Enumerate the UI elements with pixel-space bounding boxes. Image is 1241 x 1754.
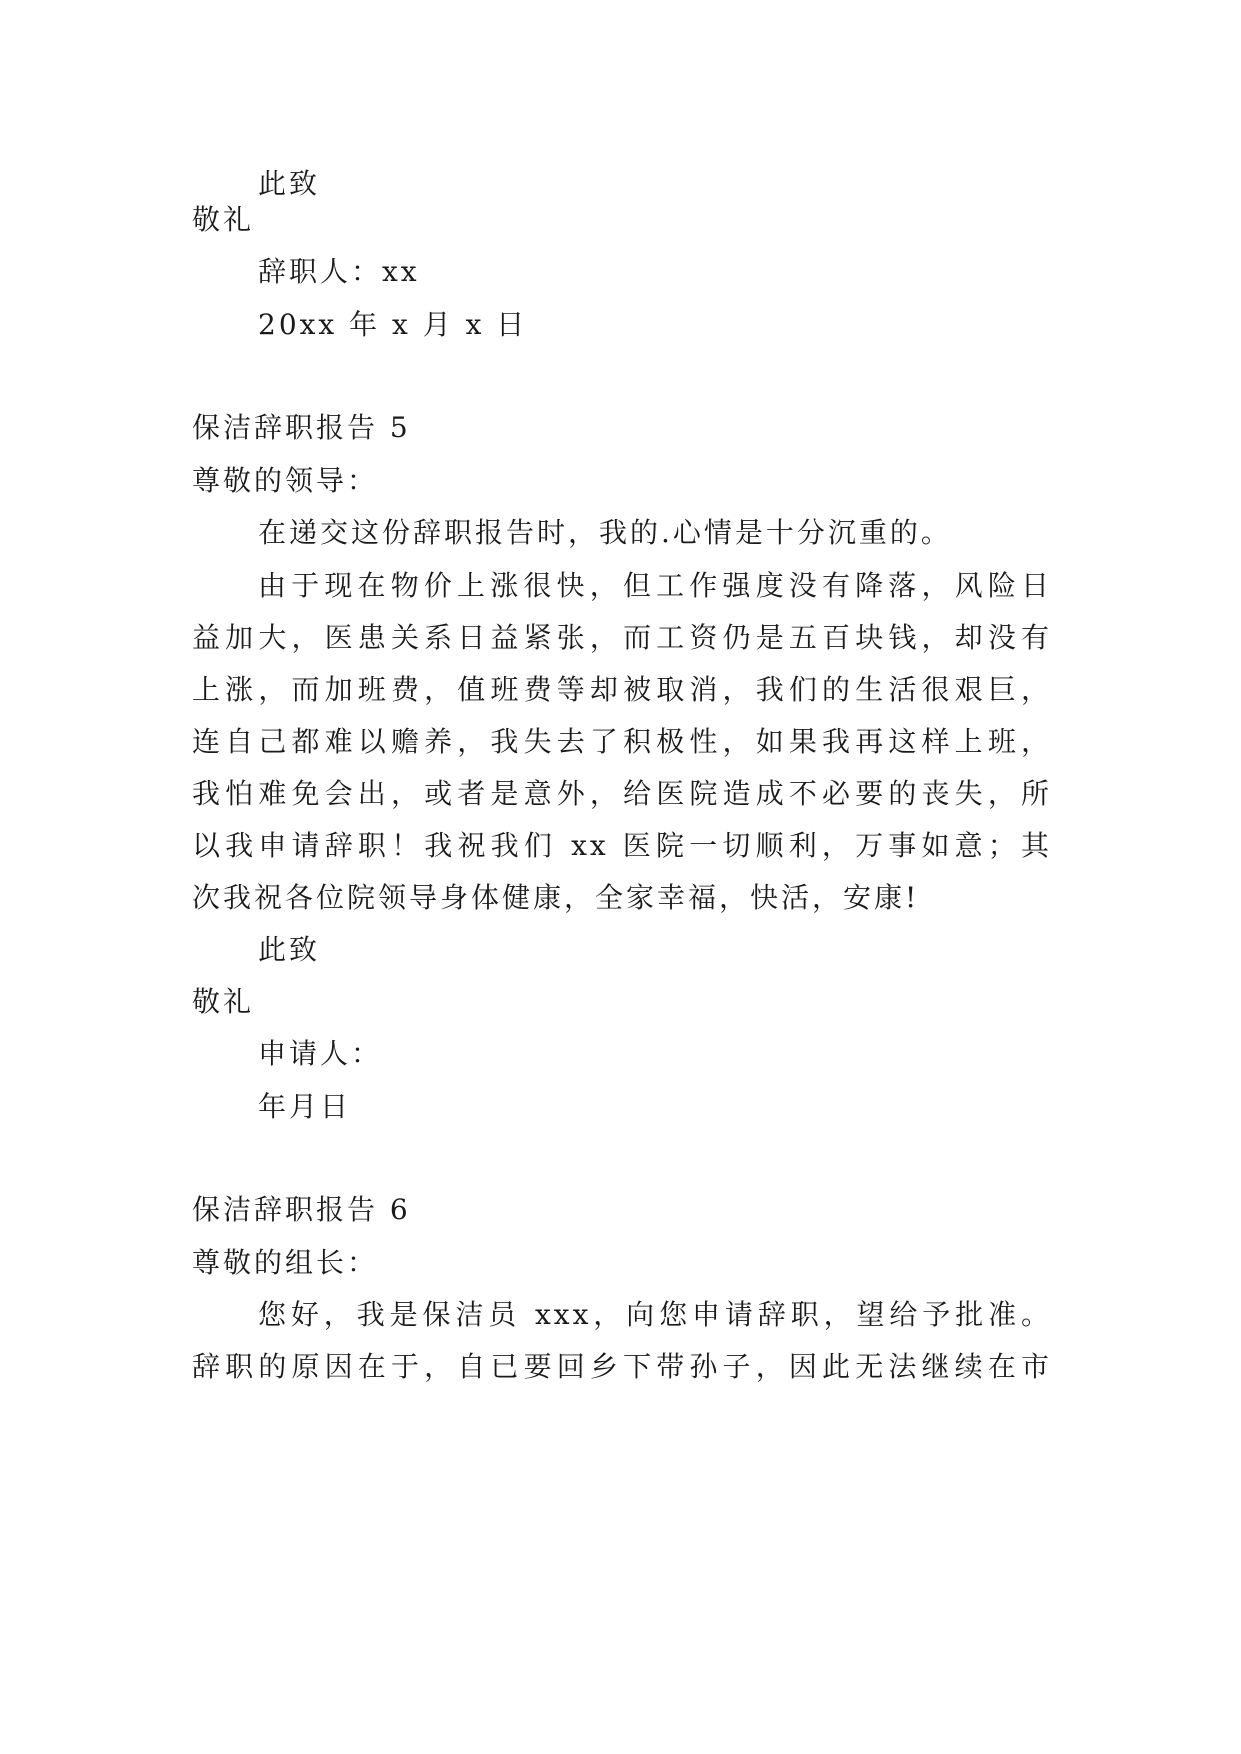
paragraph-line: 上涨，而加班费，值班费等却被取消，我们的生活很艰巨， — [192, 673, 1052, 706]
closing-phrase: 此致 — [258, 933, 321, 966]
greeting: 尊敬的组长： — [192, 1246, 379, 1279]
regards: 敬礼 — [192, 203, 255, 236]
paragraph-line: 次我祝各位院领导身体健康，全家幸福，快活，安康! — [192, 881, 920, 914]
paragraph-line: 辞职的原因在于，自已要回乡下带孙子，因此无法继续在市 — [192, 1350, 1052, 1383]
section-title: 保洁辞职报告 6 — [192, 1193, 411, 1226]
paragraph-line: 由于现在物价上涨很快，但工作强度没有降落，风险日 — [258, 569, 1052, 602]
applicant: 申请人： — [258, 1037, 383, 1070]
paragraph: 在递交这份辞职报告时，我的.心情是十分沉重的。 — [258, 516, 952, 549]
section-title: 保洁辞职报告 5 — [192, 411, 411, 444]
date: 20xx 年 x 月 x 日 — [258, 308, 528, 341]
regards: 敬礼 — [192, 985, 255, 1018]
date: 年月日 — [258, 1090, 352, 1123]
paragraph-line: 以我申请辞职！我祝我们 xx 医院一切顺利，万事如意；其 — [192, 829, 1052, 862]
signer: 辞职人：xx — [258, 255, 420, 288]
paragraph-line: 益加大，医患关系日益紧张，而工资仍是五百块钱，却没有 — [192, 621, 1052, 654]
greeting: 尊敬的领导： — [192, 464, 379, 497]
paragraph-line: 您好，我是保洁员 xxx，向您申请辞职，望给予批准。 — [258, 1298, 1052, 1331]
closing-phrase: 此致 — [258, 167, 321, 200]
paragraph-line: 连自己都难以赡养，我失去了积极性，如果我再这样上班， — [192, 725, 1052, 758]
paragraph-line: 我怕难免会出，或者是意外，给医院造成不必要的丧失，所 — [192, 777, 1052, 810]
